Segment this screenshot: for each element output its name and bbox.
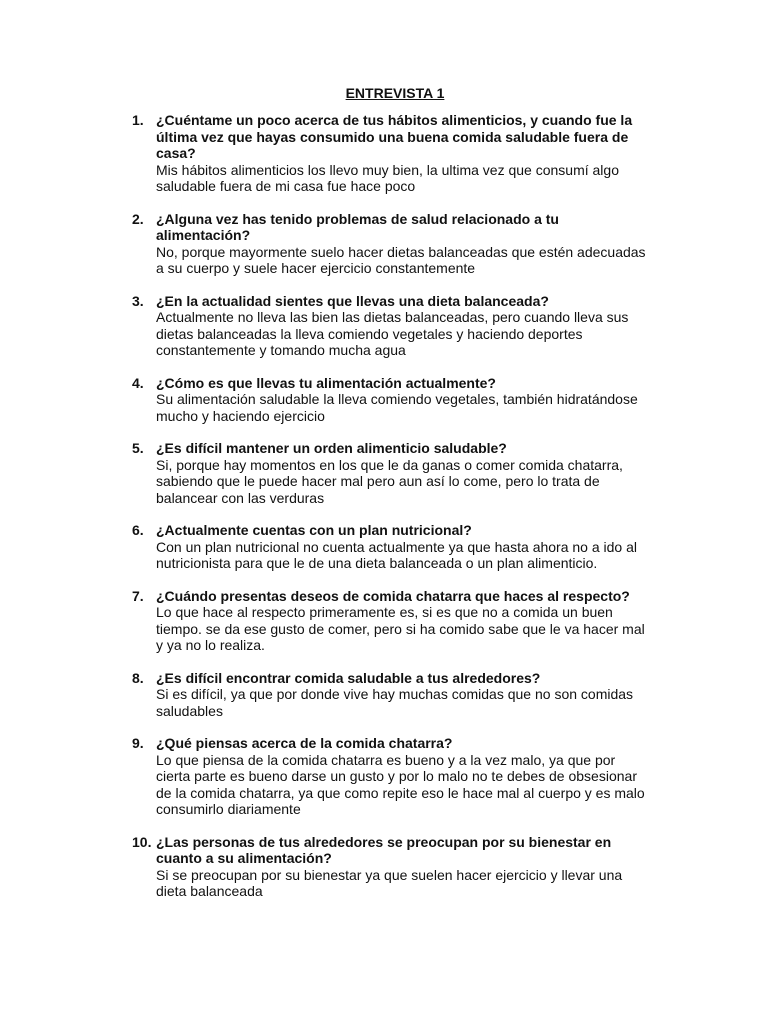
item-body: [156, 112, 652, 195]
item-number: 8.: [132, 669, 144, 686]
answer-text: No, porque mayormente suelo hacer dietas balanceadas que estén adecuadas a su cuerpo y suele hacer ejercicio constantemente: [156, 243, 646, 276]
question-text: ¿Es difícil encontrar comida saludable a tus alrededores?: [156, 669, 541, 686]
answer-text: Si, porque hay momentos en los que le da ganas o comer comida chatarra, sabiendo que le puede hacer mal pero aun así lo come, pero lo trata de balancear con las verduras: [156, 456, 623, 506]
item-body: [156, 670, 652, 720]
question-text: ¿Cuéntame un poco acerca de tus hábitos alimenticios, y cuando fue la última vez que hayas consumido una buena comida saludable fuera de casa?: [156, 112, 633, 161]
list-item: [132, 112, 652, 195]
question-text: ¿Las personas de tus alrededores se preocupan por su bienestar en cuanto a su alimentación?: [156, 833, 612, 866]
item-number: 5.: [132, 440, 144, 456]
answer-text: Con un plan nutricional no cuenta actualmente ya que hasta ahora no a ido al nutricionista para que le de una dieta balanceada o un plan alimenticio.: [156, 538, 638, 571]
list-item: [132, 375, 652, 425]
item-number: 2.: [132, 210, 144, 227]
question-list: [132, 112, 652, 916]
item-body: [156, 588, 652, 654]
answer-text: Su alimentación saludable la lleva comiendo vegetales, también hidratándose mucho y haciendo ejercicio: [156, 391, 638, 424]
item-number: 6.: [132, 522, 144, 538]
list-item: [132, 522, 652, 572]
list-item: [132, 735, 652, 818]
answer-text: Lo que hace al respecto primeramente es, si es que no a comida un buen tiempo. se da ese gusto de comer, pero si ha comido sabe que le va hacer mal y ya no lo realiza.: [156, 604, 645, 653]
item-body: [156, 834, 652, 900]
item-number: 1.: [132, 112, 144, 128]
item-body: [156, 211, 652, 277]
question-text: ¿Alguna vez has tenido problemas de salud relacionado a tu alimentación?: [156, 210, 559, 243]
question-text: ¿Qué piensas acerca de la comida chatarra?: [156, 735, 453, 751]
item-body: [156, 293, 652, 359]
item-body: [156, 375, 652, 425]
answer-text: Si es difícil, ya que por donde vive hay muchas comidas que no son comidas saludables: [156, 686, 634, 719]
item-number: 3.: [132, 292, 144, 309]
answer-text: Si se preocupan por su bienestar ya que suelen hacer ejercicio y llevar una dieta balanceada: [156, 866, 623, 899]
item-body: [156, 522, 652, 572]
list-item: [132, 293, 652, 359]
question-text: ¿Cuándo presentas deseos de comida chatarra que haces al respecto?: [156, 587, 630, 604]
item-body: [156, 735, 652, 818]
answer-text: Mis hábitos alimenticios los llevo muy bien, la ultima vez que consumí algo saludable fuera de mi casa fue hace poco: [156, 161, 619, 194]
list-item: [132, 211, 652, 277]
list-item: [132, 670, 652, 720]
question-text: ¿En la actualidad sientes que llevas una dieta balanceada?: [156, 292, 549, 309]
question-text: ¿Actualmente cuentas con un plan nutricional?: [156, 522, 472, 538]
item-number: 9.: [132, 735, 144, 751]
answer-text: Lo que piensa de la comida chatarra es bueno y a la vez malo, ya que por cierta parte es bueno darse un gusto y por lo malo no te debes de obsesionar de la comida chatarra, ya que como repite eso le hace mal al cuerpo y es malo consumirlo diariamente: [156, 751, 645, 817]
item-number: 4.: [132, 374, 144, 391]
question-text: ¿Es difícil mantener un orden alimenticio saludable?: [156, 440, 507, 456]
item-number: 7.: [132, 587, 144, 604]
item-body: [156, 440, 652, 506]
list-item: [132, 440, 652, 506]
answer-text: Actualmente no lleva las bien las dietas balanceadas, pero cuando lleva sus dietas balanceadas la lleva comiendo vegetales y haciendo deportes constantemente y tomando mucha agua: [156, 309, 629, 358]
list-item: [132, 834, 652, 900]
question-text: ¿Cómo es que llevas tu alimentación actualmente?: [156, 374, 496, 391]
item-number: 10.: [132, 833, 152, 850]
list-item: [132, 588, 652, 654]
document-title: ENTREVISTA 1: [345, 85, 445, 101]
